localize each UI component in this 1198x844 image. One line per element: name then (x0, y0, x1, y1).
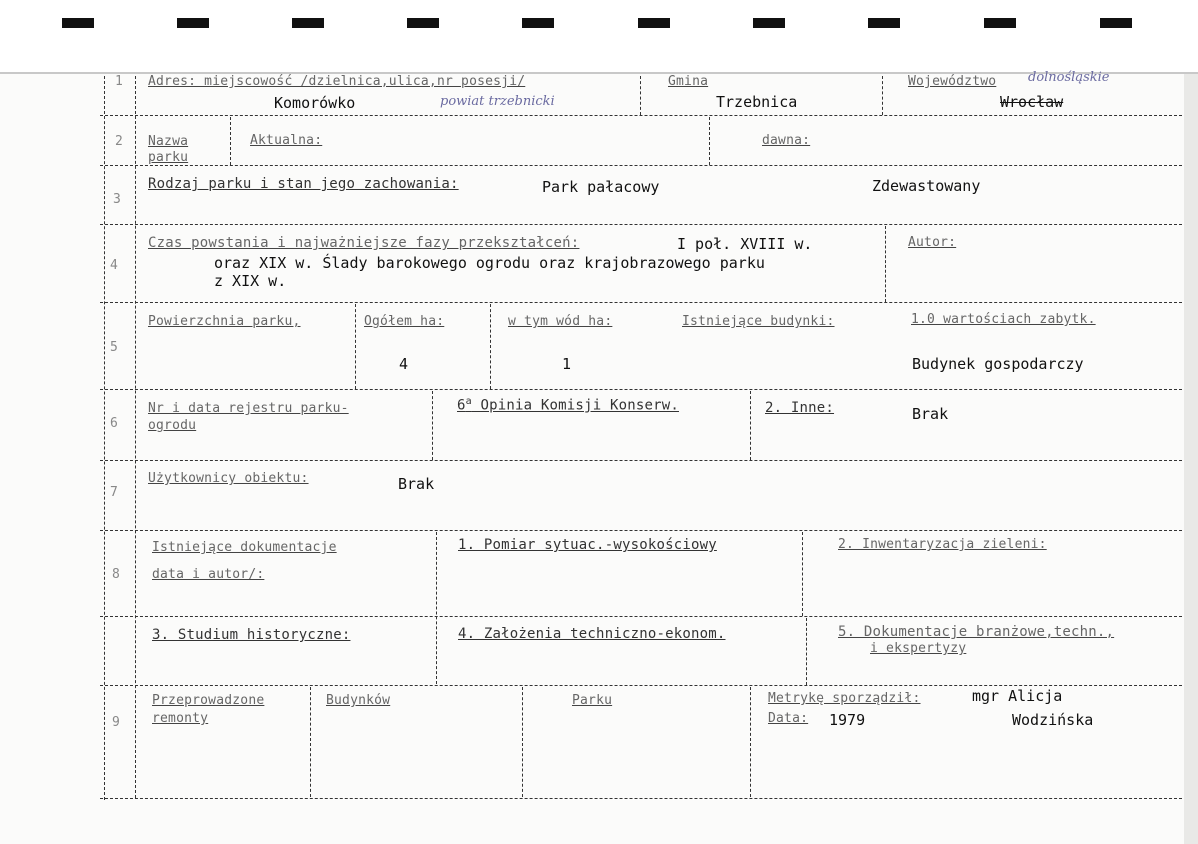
row-divider (100, 165, 1182, 166)
inne-label: 2. Inne: (765, 400, 835, 416)
nazwa-label-line2: parku (148, 150, 189, 165)
dokumentacje-label-line1: Istniejące dokumentacje (152, 540, 337, 555)
nazwa-label-line1: Nazwa (148, 134, 189, 149)
autor-label: Autor: (908, 235, 957, 250)
cell-divider (750, 687, 751, 797)
cell-divider (355, 304, 356, 389)
number-column-divider (135, 76, 136, 798)
row-divider (100, 460, 1182, 461)
row-number: 4 (110, 258, 118, 273)
page-top-margin (0, 0, 1198, 72)
row-divider (100, 302, 1182, 303)
dokumentacje-label-line2: data i autor/: (152, 567, 265, 582)
pomiar-label: 1. Pomiar sytuac.-wysokościowy (458, 537, 717, 553)
uzytkownicy-value: Brak (398, 475, 435, 493)
wojewodztwo-struck-value: Wrocław (1000, 93, 1064, 111)
opinia-komisji-label (457, 396, 679, 414)
wojewodztwo-handwritten: dolnośląskie (1028, 70, 1110, 85)
remonty-label-line1: Przeprowadzone (152, 693, 265, 708)
cell-divider (640, 76, 641, 115)
cell-divider (885, 226, 886, 302)
row-divider (100, 115, 1182, 116)
ogolem-value: 4 (399, 355, 409, 373)
address-label: Adres: miejscowość /dzielnica,ulica,nr posesji/ (148, 74, 526, 89)
istniejace-budynki-value: Budynek gospodarczy (912, 355, 1084, 373)
zalozenia-label: 4. Założenia techniczno-ekonom. (458, 626, 726, 642)
row-number: 1 (115, 74, 123, 89)
registration-mark (984, 18, 1016, 28)
gmina-value: Trzebnica (716, 93, 798, 111)
gmina-label: Gmina (668, 74, 709, 89)
czas-powstania-line1: I poł. XVIII w. (677, 235, 813, 253)
registration-mark (638, 18, 670, 28)
dawna-label: dawna: (762, 133, 811, 148)
dokumentacje-branzowe-line2: i ekspertyzy (870, 641, 967, 656)
inne-value: Brak (912, 405, 949, 423)
opinia-superscript: a (465, 396, 472, 407)
cell-divider (490, 304, 491, 389)
remonty-label-line2: remonty (152, 711, 209, 726)
row-divider (100, 389, 1182, 390)
czas-powstania-line2: oraz XIX w. Ślady barokowego ogrodu oraz krajobrazowego parku (214, 254, 765, 272)
row-divider (100, 685, 1182, 686)
registration-mark (868, 18, 900, 28)
wtym-wod-value: 1 (562, 355, 572, 373)
row-divider (100, 224, 1182, 225)
cell-divider (709, 117, 710, 165)
registration-mark (1100, 18, 1132, 28)
left-border (104, 76, 105, 800)
metryke-value-line1: mgr Alicja (972, 687, 1063, 705)
istniejace-budynki-label: Istniejące budynki: (682, 314, 835, 329)
ogolem-label: Ogółem ha: (364, 314, 445, 329)
aktualna-label: Aktualna: (250, 133, 323, 148)
row-divider (100, 616, 1182, 617)
studium-label: 3. Studium historyczne: (152, 627, 351, 643)
data-value: 1979 (829, 711, 866, 729)
row-number: 2 (115, 134, 123, 149)
registration-mark (292, 18, 324, 28)
cell-divider (432, 391, 433, 460)
dokumentacje-branzowe-line1: 5. Dokumentacje branżowe,techn., (838, 624, 1115, 640)
cell-divider (806, 618, 807, 685)
registration-mark (62, 18, 94, 28)
data-label: Data: (768, 711, 809, 726)
metryke-value-line2: Wodzińska (1012, 711, 1094, 729)
opinia-text: Opinia Komisji Konserw. (480, 397, 679, 414)
row-number: 6 (110, 416, 118, 431)
wojewodztwo-label: Województwo (908, 74, 997, 89)
registration-mark (407, 18, 439, 28)
cell-divider (750, 391, 751, 460)
cell-divider (230, 117, 231, 165)
address-handwritten-note: powiat trzebnicki (440, 94, 555, 109)
cell-divider (802, 532, 803, 616)
row-number: 8 (112, 567, 120, 582)
rodzaj-parku-value: Park pałacowy (542, 178, 660, 196)
metryke-label: Metrykę sporządził: (768, 691, 921, 706)
parku-label: Parku (572, 693, 613, 708)
czas-powstania-line3: z XIX w. (214, 272, 287, 290)
stan-zachowania-value: Zdewastowany (872, 177, 981, 195)
wtym-wod-label: w tym wód ha: (508, 314, 613, 329)
powierzchnia-label: Powierzchnia parku, (148, 314, 301, 329)
row-divider (100, 530, 1182, 531)
inwentaryzacja-label: 2. Inwentaryzacja zieleni: (838, 537, 1047, 552)
cell-divider (522, 687, 523, 797)
rodzaj-parku-label: Rodzaj parku i stan jego zachowania: (148, 176, 459, 192)
wartosci-zabytkowe-label: 1.0 wartościach zabytk. (911, 312, 1096, 327)
uzytkownicy-label: Użytkownicy obiektu: (148, 471, 309, 486)
cell-divider (310, 687, 311, 797)
registration-mark (177, 18, 209, 28)
registration-mark (753, 18, 785, 28)
budynkow-label: Budynków (326, 693, 391, 708)
row-number: 3 (113, 192, 121, 207)
row-number: 9 (112, 715, 120, 730)
row-number: 7 (110, 485, 118, 500)
registration-mark (522, 18, 554, 28)
nr-rejestru-label-line2: ogrodu (148, 418, 197, 433)
row-divider (100, 798, 1182, 799)
page-edge-shadow (1184, 74, 1198, 844)
cell-divider (882, 76, 883, 115)
czas-powstania-label: Czas powstania i najważniejsze fazy przekształceń: (148, 235, 580, 251)
cell-divider (436, 532, 437, 684)
nr-rejestru-label-line1: Nr i data rejestru parku- (148, 401, 349, 416)
opinia-number: 6 (457, 397, 466, 414)
row-number: 5 (110, 340, 118, 355)
address-value: Komorówko (274, 94, 356, 112)
